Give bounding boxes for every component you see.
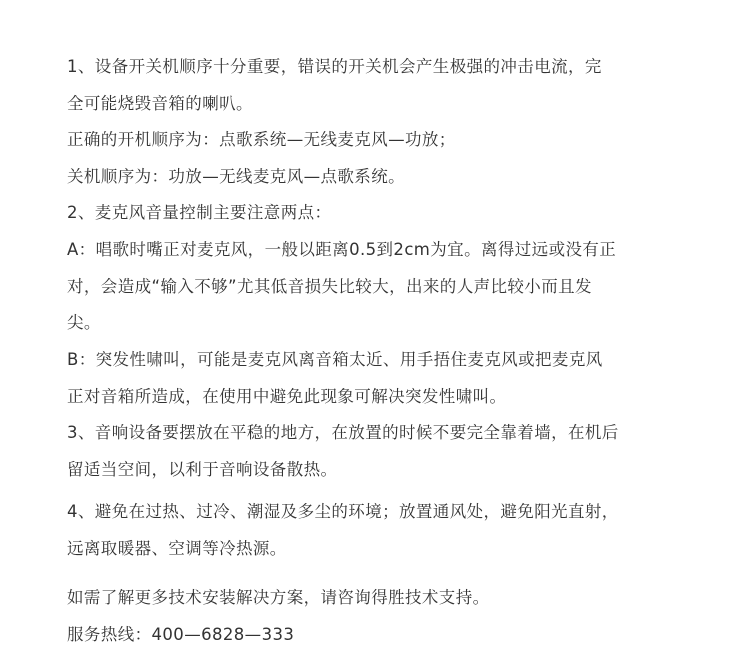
paragraph-point-a bbox=[67, 232, 616, 342]
paragraph-power-off-order bbox=[67, 159, 405, 196]
text-line: 正确的开机顺序为：点歌系统—无线麦克风—功放； bbox=[67, 130, 456, 149]
text-line: 留适当空间，以利于音响设备散热。 bbox=[67, 459, 338, 479]
paragraph-placement bbox=[67, 415, 619, 488]
text-line: 尖。 bbox=[67, 313, 101, 332]
text-line: 1、设备开关机顺序十分重要，错误的开关机会产生极强的冲击电流，完 bbox=[67, 57, 602, 76]
text-line: 全可能烧毁音箱的喇叭。 bbox=[67, 93, 253, 113]
paragraph-support-info bbox=[67, 580, 490, 617]
text-line: B：突发性啸叫，可能是麦克风离音箱太近、用手捂住麦克风或把麦克风 bbox=[67, 350, 603, 369]
paragraph-service-hotline bbox=[67, 617, 294, 654]
paragraph-mic-volume-heading bbox=[67, 195, 331, 232]
text-line: 如需了解更多技术安装解决方案，请咨询得胜技术支持。 bbox=[67, 588, 490, 607]
text-line: 服务热线：400—6828—333 bbox=[67, 625, 295, 644]
text-line: 3、音响设备要摆放在平稳的地方，在放置的时候不要完全靠着墙，在机后 bbox=[67, 423, 619, 442]
paragraph-environment bbox=[67, 494, 619, 567]
text-line: 对，会造成“输入不够”尤其低音损失比较大，出来的人声比较小而且发 bbox=[67, 276, 592, 296]
text-line: 正对音箱所造成，在使用中避免此现象可解决突发性啸叫。 bbox=[67, 386, 507, 406]
paragraph-point-b bbox=[67, 342, 603, 415]
paragraph-power-sequence bbox=[67, 49, 602, 122]
paragraph-power-on-order bbox=[67, 122, 456, 159]
text-line: 关机顺序为：功放—无线麦克风—点歌系统。 bbox=[67, 167, 405, 186]
text-line: A：唱歌时嘴正对麦克风，一般以距离0.5到2cm为宜。离得过远或没有正 bbox=[67, 240, 617, 259]
text-line: 远离取暖器、空调等冷热源。 bbox=[67, 538, 287, 558]
text-line: 2、麦克风音量控制主要注意两点： bbox=[67, 203, 332, 222]
text-line: 4、避免在过热、过冷、潮湿及多尘的环境；放置通风处，避免阳光直射， bbox=[67, 502, 619, 521]
